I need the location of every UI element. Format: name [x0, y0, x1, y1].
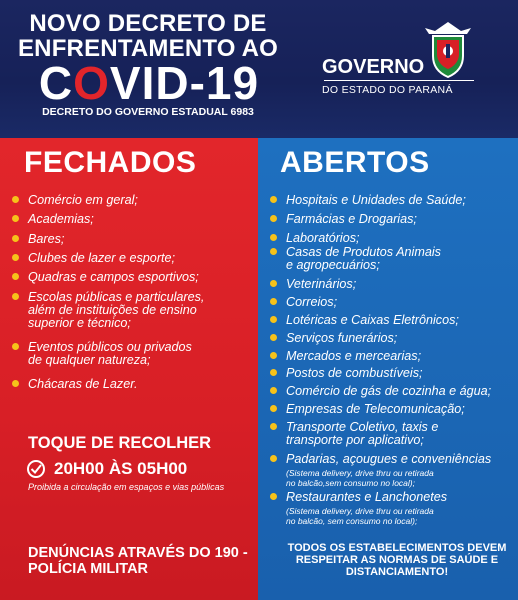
bullet-icon [270, 352, 277, 359]
list-item-text: além de instituições de ensino [28, 303, 197, 317]
list-item [12, 233, 64, 246]
headline-line-1: NOVO DECRETO DE [29, 10, 267, 37]
list-item-text: Transporte Coletivo, taxis e [286, 420, 439, 434]
curfew-note: Proibida a circulação em espaços e vias públicas [28, 482, 225, 492]
curfew-hours: 20H00 ÀS 05H00 [54, 459, 188, 478]
bullet-icon [12, 273, 19, 280]
list-item-text: Lotéricas e Caixas Eletrônicos; [286, 313, 459, 327]
list-item-text: Restaurantes e Lanchonetes [286, 490, 448, 504]
list-item [270, 491, 447, 526]
covid-title-rest: VID-19 [109, 57, 260, 109]
list-item-text: Mercados e mercearias; [286, 349, 422, 363]
list-item-text: Empresas de Telecomunicação; [286, 402, 465, 416]
list-item-text: Escolas públicas e particulares, [28, 290, 205, 304]
list-item-text: Eventos públicos ou privados [28, 340, 192, 354]
list-item-text: Farmácias e Drogarias; [286, 212, 417, 226]
bullet-icon [12, 196, 19, 203]
bullet-icon [270, 280, 277, 287]
list-item [12, 194, 138, 207]
list-item [270, 194, 466, 207]
list-item-text: Clubes de lazer e esporte; [28, 251, 176, 265]
list-item [12, 252, 175, 265]
list-item [12, 378, 137, 391]
government-logo-title: GOVERNO [322, 56, 425, 78]
list-item [270, 421, 438, 447]
bullet-icon [270, 298, 277, 305]
list-item-note: (Sistema delivery, drive thru ou retirada [286, 468, 434, 478]
list-item [270, 453, 491, 488]
list-item [12, 271, 199, 284]
bullet-icon [270, 196, 277, 203]
list-item-text: Casas de Produtos Animais [286, 245, 441, 259]
list-item-text: Postos de combustíveis; [286, 366, 423, 380]
list-item [270, 332, 397, 345]
bullet-icon [12, 293, 19, 300]
bullet-icon [270, 215, 277, 222]
list-item [270, 350, 421, 363]
bullet-icon [270, 493, 277, 500]
bullet-icon [12, 235, 19, 242]
open-title: ABERTOS [280, 146, 430, 179]
list-item-text: e agropecuários; [286, 258, 380, 272]
list-item [270, 232, 360, 245]
list-item [270, 296, 337, 309]
list-item-note: (Sistema delivery, drive thru ou retirada [286, 506, 434, 516]
bullet-icon [270, 387, 277, 394]
list-item [12, 213, 94, 226]
list-item-note: no balcão, sem consumo no local); [286, 516, 418, 526]
bullet-icon [12, 380, 19, 387]
list-item [270, 367, 423, 380]
health-rules-notice: TODOS OS ESTABELECIMENTOS DEVEM RESPEITAR AS NORMAS DE SAÚDE E DISTANCIAMENTO! [287, 542, 507, 578]
list-item-text: Veterinários; [286, 277, 357, 291]
bullet-icon [270, 369, 277, 376]
covid-letter-c: C [38, 57, 74, 109]
closed-title: FECHADOS [24, 146, 197, 179]
list-item-text: Laboratórios; [286, 231, 360, 245]
list-item-text: Correios; [286, 295, 338, 309]
list-item-text: Academias; [28, 212, 94, 226]
parana-coat-of-arms-icon [423, 20, 473, 78]
government-logo-subtitle: DO ESTADO DO PARANÁ [322, 84, 453, 96]
bullet-icon [12, 254, 19, 261]
list-item-text: Hospitais e Unidades de Saúde; [286, 193, 466, 207]
list-item-text: Comércio em geral; [28, 193, 138, 207]
list-item [270, 385, 491, 398]
bullet-icon [270, 405, 277, 412]
list-item-note: no balcão,sem consumo no local); [286, 478, 415, 488]
bullet-icon [270, 334, 277, 341]
list-item-text: Bares; [28, 232, 65, 246]
list-item-text: Serviços funerários; [286, 331, 398, 345]
covid-letter-o: O [73, 57, 110, 109]
bullet-icon [270, 234, 277, 241]
list-item-text: superior e técnico; [28, 316, 131, 330]
closed-column [0, 138, 258, 600]
list-item [270, 246, 441, 272]
headline-line-2: ENFRENTAMENTO AO [17, 35, 279, 62]
bullet-icon [270, 316, 277, 323]
list-item-text: Quadras e campos esportivos; [28, 270, 199, 284]
list-item [270, 213, 417, 226]
bullet-icon [12, 343, 19, 350]
bullet-icon [270, 248, 277, 255]
list-item-text: de qualquer natureza; [28, 353, 151, 367]
list-item [270, 278, 356, 291]
covid-title [22, 58, 276, 108]
list-item-text: Padarias, açougues e conveniências [286, 452, 492, 466]
bullet-icon [270, 455, 277, 462]
list-item [270, 314, 459, 327]
list-item-text: transporte por aplicativo; [286, 433, 424, 447]
logo-divider [324, 80, 474, 81]
bullet-icon [270, 423, 277, 430]
list-item-text: Comércio de gás de cozinha e água; [286, 384, 492, 398]
curfew-title: TOQUE DE RECOLHER [28, 434, 212, 452]
list-item [12, 341, 192, 367]
list-item [12, 291, 204, 330]
bullet-icon [12, 215, 19, 222]
list-item [270, 403, 465, 416]
list-item-text: Chácaras de Lazer. [28, 377, 138, 391]
decree-subtitle: DECRETO DO GOVERNO ESTADUAL 6983 [42, 106, 254, 118]
report-notice: DENÚNCIAS ATRAVÉS DO 190 - POLÍCIA MILITAR [28, 545, 248, 577]
clock-check-icon [26, 459, 46, 479]
